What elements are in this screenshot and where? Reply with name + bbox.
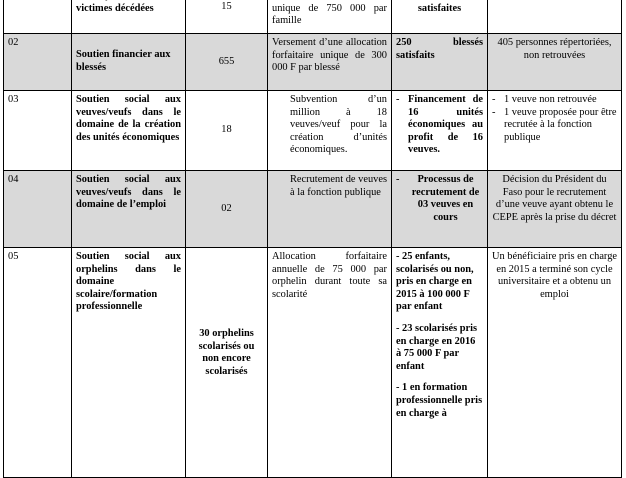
results-list: [396, 174, 483, 224]
results-list: [396, 94, 483, 157]
support-label: victimes décédées: [72, 0, 186, 34]
table-row: [4, 248, 622, 478]
allocation-description: Recrutement de veuves à la fonction publique: [268, 171, 392, 248]
result-paragraph: - 25 enfants, scolarisés ou non, pris en charge en 2015 à 100 000 F par enfant: [396, 251, 474, 313]
table-row: [4, 91, 622, 171]
results: 250 blessés satisfaits: [392, 34, 488, 91]
list-item: - 1 veuve non retrouvée: [504, 94, 617, 107]
allocation-description: Subvention d’un million à 18 veuves/veuf pour la création d’unités économiques.: [268, 91, 392, 171]
beneficiary-count: 02: [186, 171, 268, 248]
result-paragraph: - 1 en formation professionnelle pris en charge à: [396, 382, 483, 419]
results: satisfaites: [392, 0, 488, 34]
observations: [488, 0, 622, 34]
table-row: [4, 34, 622, 91]
list-item: - 1 veuve proposée pour être recrutée à la fonction publique: [504, 107, 617, 145]
table-row: [4, 0, 622, 34]
observations: Un bénéficiaire pris en charge en 2015 a terminé son cycle universitaire et a obtenu un emploi: [488, 248, 622, 478]
row-number: 04: [4, 171, 72, 248]
support-label: Soutien social aux veuves/veufs dans le domaine de la création des unités économiques: [72, 91, 186, 171]
results: [392, 248, 488, 478]
row-number: 02: [4, 34, 72, 91]
beneficiary-count: 30 orphelins scolarisés ou non encore scolarisés: [186, 248, 268, 478]
row-number: 05: [4, 248, 72, 478]
list-item: - Processus de recrutement de 03 veuves en cours: [408, 174, 483, 224]
allocation-description: Versement d’une allocation forfaitaire unique de 300 000 F par blessé: [268, 34, 392, 91]
list-item: - Financement de 16 unités économiques au profit de 16 veuves.: [408, 94, 483, 157]
allocation-description: Allocation forfaitaire annuelle de 75 000 par orphelin durant toute sa scolarité: [268, 248, 392, 478]
table-row: [4, 171, 622, 248]
results: [392, 91, 488, 171]
observations: Décision du Président du Faso pour le recrutement d’une veuve ayant obtenu le CEPE après la prise du décret: [488, 171, 622, 248]
row-number: 03: [4, 91, 72, 171]
support-label: Soutien social aux veuves/veufs dans le domaine de l’emploi: [72, 171, 186, 248]
observations-list: [492, 94, 617, 144]
allocation-description: unique de 750 000 par famille: [268, 0, 392, 34]
beneficiary-count: 15: [186, 0, 268, 34]
results: [392, 171, 488, 248]
beneficiary-count: 18: [186, 91, 268, 171]
beneficiary-count: 655: [186, 34, 268, 91]
row-number: [4, 0, 72, 34]
result-paragraph: - 23 scolarisés pris en charge en 2016 à 75 000 F par enfant: [396, 322, 478, 372]
support-label: Soutien financier aux blessés: [72, 34, 186, 91]
observations: [488, 91, 622, 171]
victims-support-table: [3, 0, 622, 478]
observations: 405 personnes répertoriées, non retrouvées: [488, 34, 622, 91]
support-label: Soutien social aux orphelins dans le domaine scolaire/formation professionnelle: [72, 248, 186, 478]
